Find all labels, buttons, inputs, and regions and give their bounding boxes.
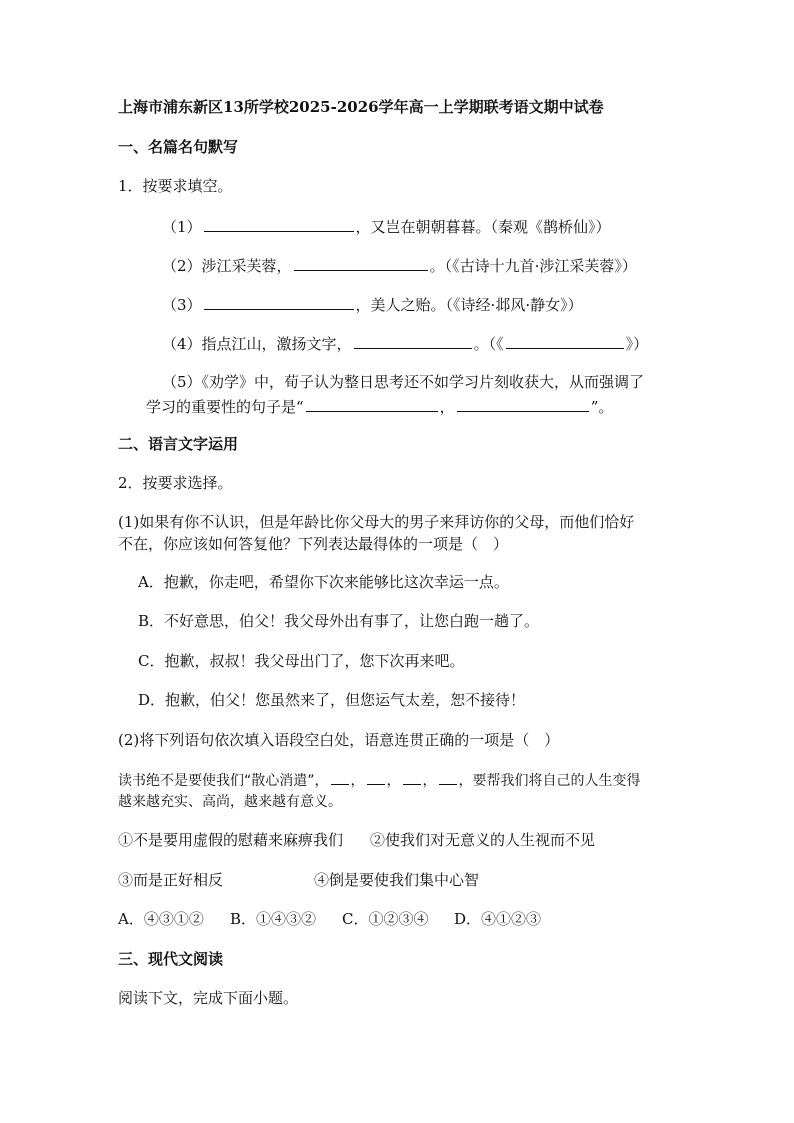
q1-item-1 xyxy=(162,216,611,237)
answer-blank[interactable] xyxy=(457,396,589,412)
q1-item-2 xyxy=(162,255,637,276)
choice-1: ①不是要用虚假的慰藉来麻痹我们 xyxy=(118,831,344,849)
section-3-heading: 三、现代文阅读 xyxy=(118,950,224,968)
item-text: 。（《 xyxy=(473,335,504,353)
answer-blank[interactable] xyxy=(204,294,354,310)
item-text: 。（《古诗十九首·涉江采芙蓉》） xyxy=(429,257,637,275)
item-number: （3） xyxy=(162,296,202,314)
item-text: 学习的重要性的句子是“ xyxy=(146,398,304,416)
q2-sub1-line-1: (1)如果有你不认识，但是年龄比你父母大的男子来拜访你的父母，而他们恰好 xyxy=(118,513,635,531)
answer-b[interactable]: B．①④③② xyxy=(230,910,317,928)
answer-d[interactable]: D．④①②③ xyxy=(454,910,542,928)
q2-sub1-line-2: 不在，你应该如何答复他？下列表达最得体的一项是（ ） xyxy=(118,535,509,553)
question-1-prompt: 1．按要求填空。 xyxy=(118,177,233,195)
q1-item-5-line-1: （5）《劝学》中，荀子认为整日思考还不如学习片刻收获大，从而强调了 xyxy=(162,373,645,391)
answer-a[interactable]: A．④③①② xyxy=(118,910,204,928)
item-text: ”。 xyxy=(590,398,614,416)
item-number: （2） xyxy=(162,257,202,275)
option-b[interactable]: B．不好意思，伯父！我父母外出有事了，让您白跑一趟了。 xyxy=(138,612,540,630)
choice-3: ③而是正好相反 xyxy=(118,871,224,889)
passage-blank[interactable] xyxy=(331,769,349,785)
choice-4: ④倒是要使我们集中心智 xyxy=(314,871,480,889)
q1-item-5-line-2 xyxy=(146,396,613,417)
choice-2: ②使我们对无意义的人生视而不见 xyxy=(370,831,596,849)
passage-line-1 xyxy=(118,769,641,791)
passage-sep: ， xyxy=(350,773,365,789)
item-number: （4） xyxy=(162,335,202,353)
option-d[interactable]: D．抱歉，伯父！您虽然来了，但您运气太差，恕不接待！ xyxy=(138,691,526,709)
item-number: （1） xyxy=(162,218,202,236)
section-1-heading: 一、名篇名句默写 xyxy=(118,138,239,156)
passage-sep: ， xyxy=(422,773,437,789)
item-text: 涉江采芙蓉， xyxy=(201,257,292,275)
passage-sep: ， xyxy=(386,773,401,789)
option-a[interactable]: A．抱歉，你走吧，希望你下次来能够比这次幸运一点。 xyxy=(138,573,509,591)
question-2-prompt: 2．按要求选择。 xyxy=(118,474,233,492)
item-text: ，又岂在朝朝暮暮。（秦观《鹊桥仙》） xyxy=(355,218,611,236)
answer-blank[interactable] xyxy=(354,333,472,349)
passage-text: ，要帮我们将自己的人生变得 xyxy=(458,773,641,789)
answer-blank[interactable] xyxy=(306,396,438,412)
section-3-instruction: 阅读下文，完成下面小题。 xyxy=(118,989,299,1007)
answer-blank[interactable] xyxy=(506,333,624,349)
passage-blank[interactable] xyxy=(367,769,385,785)
passage-blank[interactable] xyxy=(403,769,421,785)
q1-item-3 xyxy=(162,294,583,315)
exam-title: 上海市浦东新区13所学校2025-2026学年高一上学期联考语文期中试卷 xyxy=(118,98,604,116)
item-text: ，美人之贻。（《诗经·邶风·静女》） xyxy=(355,296,583,314)
answer-blank[interactable] xyxy=(294,255,428,271)
item-text: ， xyxy=(439,398,455,416)
q2-sub2-prompt: (2)将下列语句依次填入语段空白处，语意连贯正确的一项是（ ） xyxy=(118,731,560,749)
passage-text: 读书绝不是要使我们“散心消遣”， xyxy=(118,773,329,789)
answer-c[interactable]: C．①②③④ xyxy=(342,910,429,928)
item-text: 》） xyxy=(625,335,649,353)
q1-item-4 xyxy=(162,333,648,354)
answer-blank[interactable] xyxy=(204,216,354,232)
item-text: 指点江山，激扬文字， xyxy=(201,335,352,353)
section-2-heading: 二、语言文字运用 xyxy=(118,435,239,453)
passage-blank[interactable] xyxy=(439,769,457,785)
option-c[interactable]: C．抱歉，叔叔！我父母出门了，您下次再来吧。 xyxy=(138,652,465,670)
passage-line-2: 越来越充实、高尚，越来越有意义。 xyxy=(118,794,342,810)
